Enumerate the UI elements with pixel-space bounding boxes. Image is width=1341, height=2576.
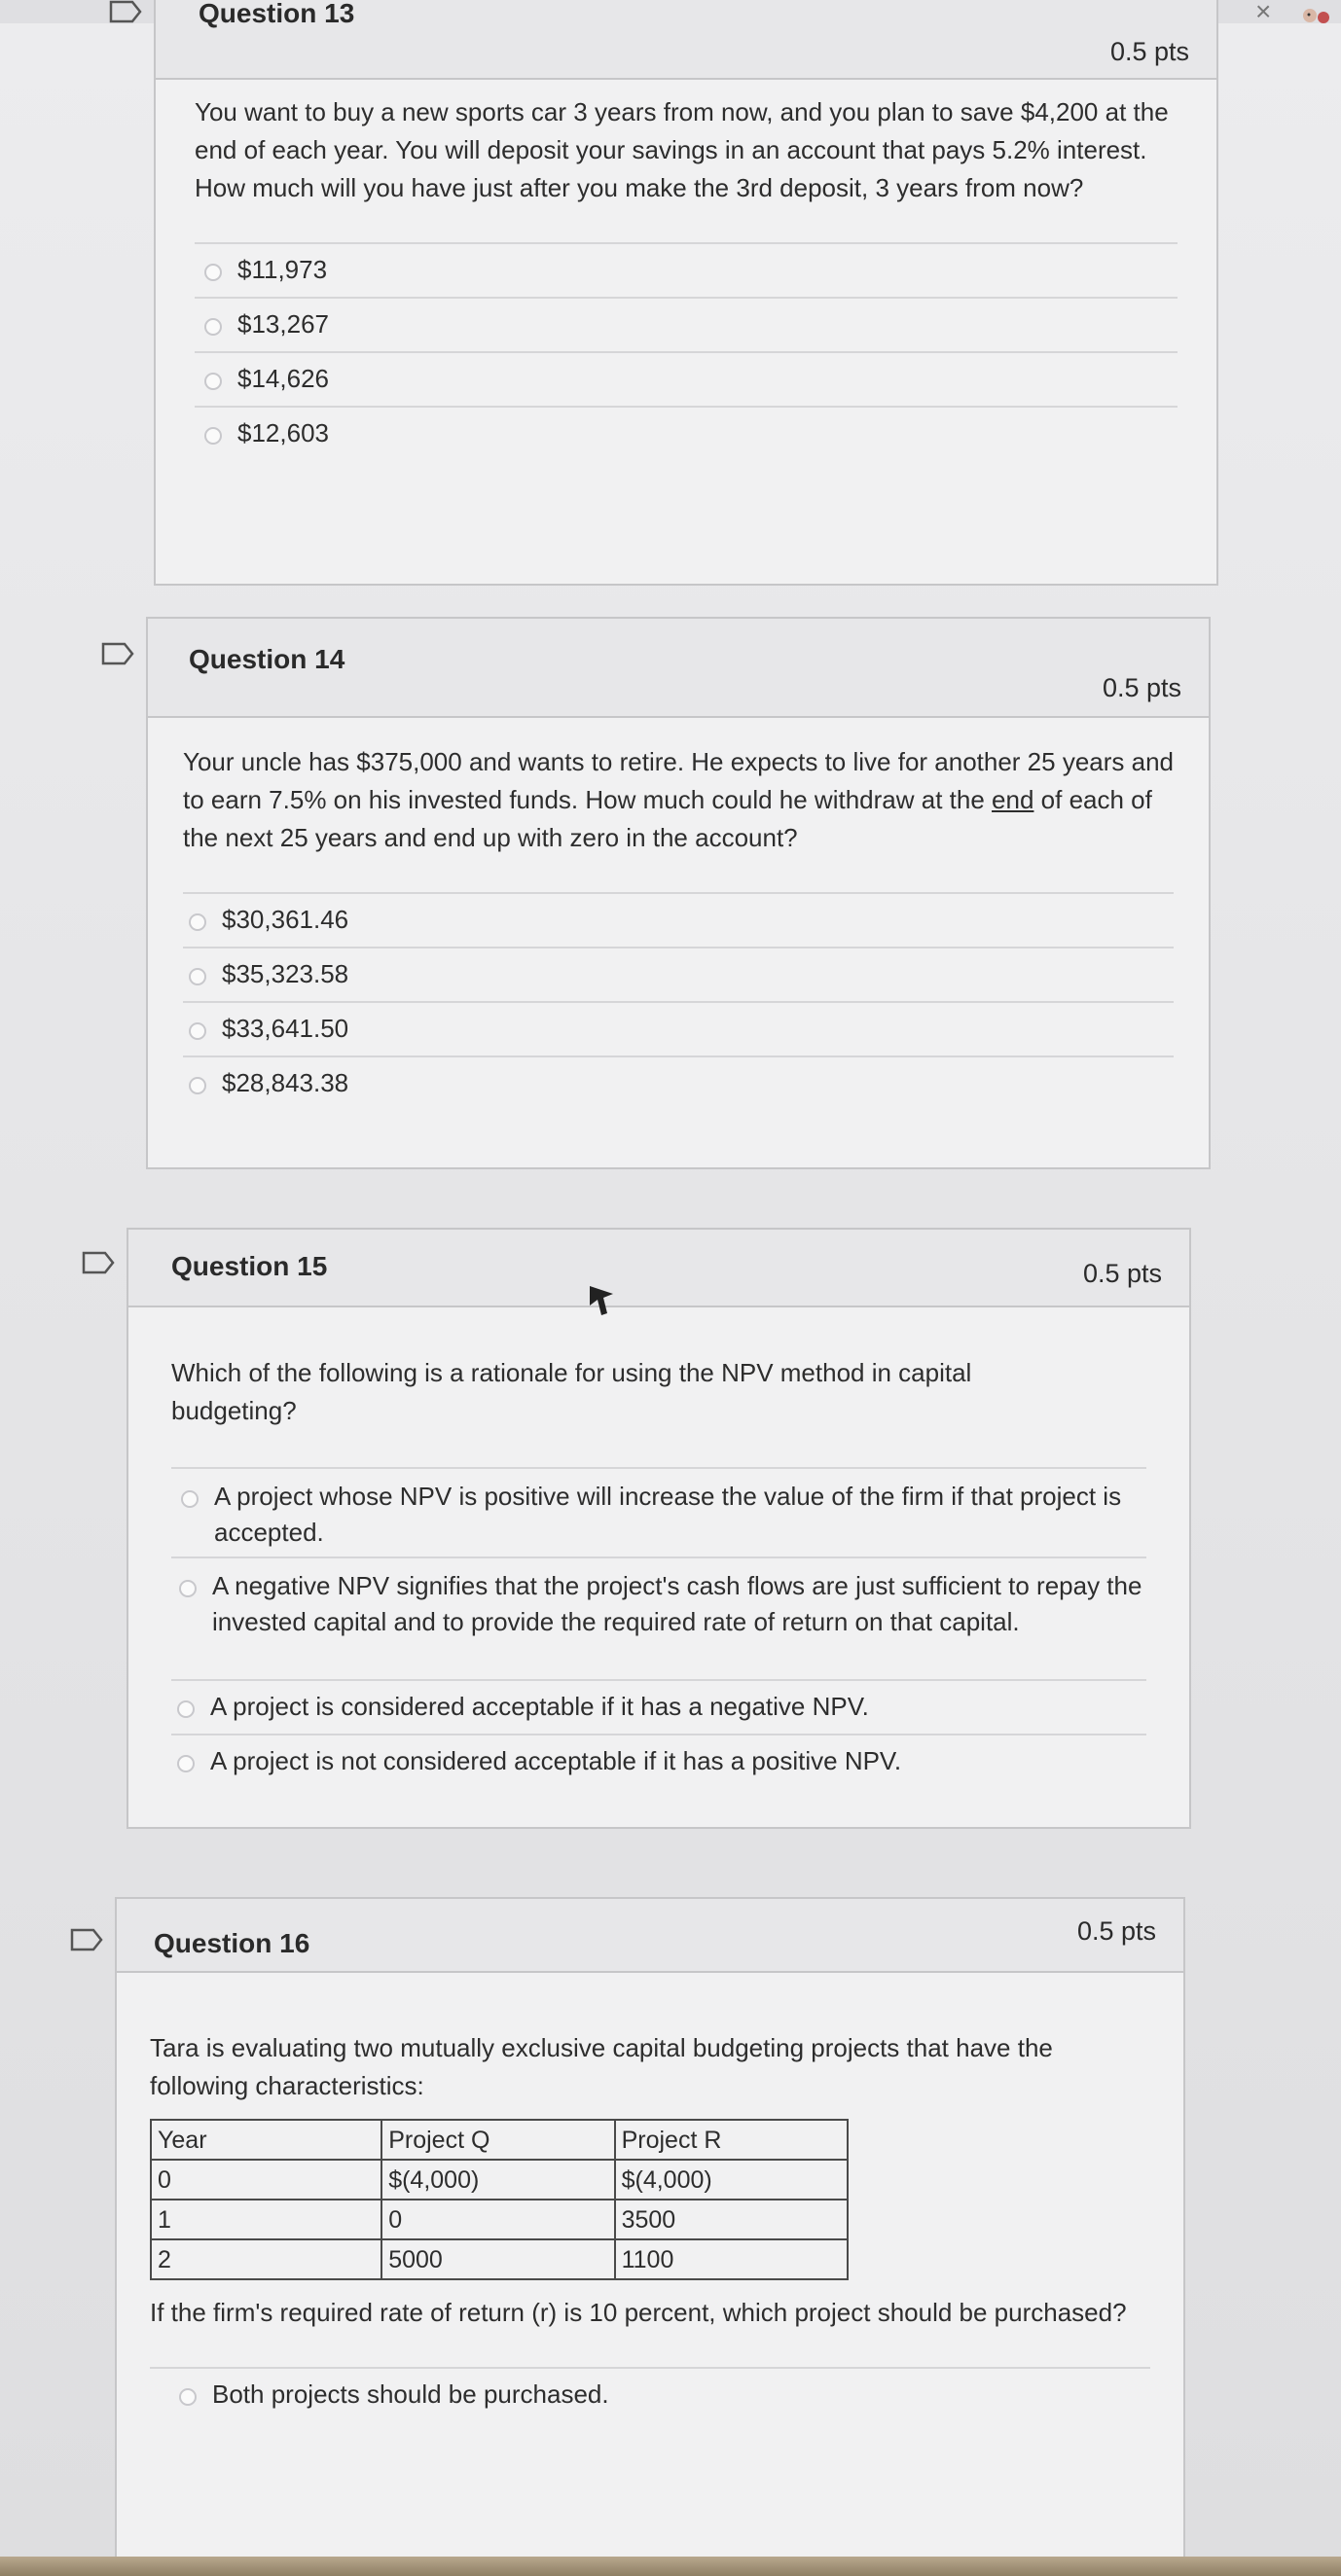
answer-option[interactable]: [195, 353, 1178, 408]
table-row: [151, 2239, 848, 2279]
table-header-cell: Project Q: [381, 2120, 614, 2160]
cash-flow-table: [150, 2119, 849, 2280]
question-16-header: [117, 1899, 1183, 1973]
answer-option[interactable]: [183, 1003, 1174, 1057]
question-14-body: [148, 718, 1209, 1112]
close-icon[interactable]: ×: [1255, 0, 1272, 26]
question-14-text: [183, 743, 1176, 857]
table-cell: 3500: [615, 2200, 848, 2239]
answer-option[interactable]: [171, 1558, 1146, 1681]
table-cell: 2: [151, 2239, 381, 2279]
table-cell: 0: [151, 2160, 381, 2200]
table-header-row: [151, 2120, 848, 2160]
question-16-points: 0.5 pts: [1076, 1916, 1156, 1946]
question-16-text: Tara is evaluating two mutually exclusive capital budgeting projects that have the following characteristics:: [150, 2033, 1053, 2100]
question-14-text-after: of each of the next 25 years and end up with zero in the account?: [183, 785, 1152, 852]
answer-option[interactable]: [171, 1681, 1146, 1735]
answer-label: $28,843.38: [222, 1068, 349, 1097]
question-14: [146, 617, 1211, 1169]
radio-button[interactable]: [189, 913, 206, 931]
answer-option[interactable]: [195, 244, 1178, 299]
table-cell: 1100: [615, 2239, 848, 2279]
question-13-points: 0.5 pts: [1109, 37, 1189, 66]
question-16-text-2: If the firm's required rate of return (r) is 10 percent, which project should be purchased?: [150, 2298, 1127, 2327]
radio-button[interactable]: [204, 373, 222, 390]
question-15-points: 0.5 pts: [1082, 1259, 1162, 1288]
question-15-body: [128, 1307, 1189, 1790]
flag-question-icon[interactable]: [70, 1928, 105, 1951]
answer-option[interactable]: [150, 2369, 1150, 2423]
answer-option[interactable]: [171, 1735, 1146, 1790]
table-cell: 1: [151, 2200, 381, 2239]
answer-label: $13,267: [237, 309, 329, 339]
flag-question-icon[interactable]: [109, 0, 144, 23]
question-13-text: You want to buy a new sports car 3 years from now, and you plan to save $4,200 at the end of each year. You will deposit your savings in an account that pays 5.2% interest. How much will you have just after you make the 3rd deposit, 3 years from now?: [195, 97, 1169, 202]
radio-button[interactable]: [177, 1755, 195, 1772]
question-13-body: [156, 80, 1216, 462]
table-cell: $(4,000): [615, 2160, 848, 2200]
question-16-title: Question 16: [154, 1928, 310, 1958]
table-cell: 0: [381, 2200, 614, 2239]
radio-button[interactable]: [179, 2388, 197, 2406]
radio-button[interactable]: [181, 1490, 199, 1508]
question-15-text: Which of the following is a rationale for using the NPV method in capital budgeting?: [171, 1358, 972, 1425]
answer-label: $35,323.58: [222, 959, 349, 988]
question-14-title: Question 14: [189, 644, 345, 674]
answer-option[interactable]: [183, 1057, 1174, 1112]
question-13-header: [156, 0, 1216, 80]
question-14-text-underlined: end: [992, 785, 1034, 814]
question-15: [127, 1228, 1191, 1829]
table-row: [151, 2160, 848, 2200]
answer-option[interactable]: [195, 408, 1178, 462]
radio-button[interactable]: [204, 264, 222, 281]
table-cell: $(4,000): [381, 2160, 614, 2200]
answer-option[interactable]: [183, 948, 1174, 1003]
answer-label: A project whose NPV is positive will increase the value of the firm if that project is accepted.: [214, 1482, 1122, 1547]
question-16-body: [117, 1973, 1183, 2423]
table-header-cell: Project R: [615, 2120, 848, 2160]
answer-label: $12,603: [237, 418, 329, 447]
radio-button[interactable]: [179, 1580, 197, 1597]
table-cell: 5000: [381, 2239, 614, 2279]
question-15-header: [128, 1230, 1189, 1307]
question-15-title: Question 15: [171, 1251, 328, 1281]
answer-label: A project is not considered acceptable if it has a positive NPV.: [210, 1746, 902, 1775]
table-header-cell: Year: [151, 2120, 381, 2160]
answer-label: A project is considered acceptable if it has a negative NPV.: [210, 1692, 869, 1721]
answer-label: A negative NPV signifies that the project's cash flows are just sufficient to repay the invested capital and to provide the required rate of return on that capital.: [212, 1571, 1142, 1636]
question-13: [154, 0, 1218, 586]
mascot-logo-icon: [1300, 6, 1333, 27]
radio-button[interactable]: [204, 318, 222, 336]
answer-label: Both projects should be purchased.: [212, 2379, 609, 2409]
question-14-points: 0.5 pts: [1102, 673, 1181, 702]
answer-option[interactable]: [171, 1469, 1146, 1558]
radio-button[interactable]: [189, 968, 206, 985]
question-16: [115, 1897, 1185, 2576]
question-13-title: Question 13: [199, 0, 355, 28]
answer-label: $11,973: [237, 255, 328, 284]
table-row: [151, 2200, 848, 2239]
question-14-header: [148, 619, 1209, 718]
radio-button[interactable]: [189, 1077, 206, 1094]
flag-question-icon[interactable]: [82, 1251, 117, 1274]
radio-button[interactable]: [189, 1022, 206, 1040]
question-14-text-before: Your uncle has $375,000 and wants to retire. He expects to live for another 25 years and to earn 7.5% on his invested funds. How much could he withdraw at the: [183, 747, 1175, 814]
flag-question-icon[interactable]: [101, 642, 136, 665]
desk-edge: [0, 2557, 1341, 2576]
answer-option[interactable]: [183, 894, 1174, 948]
answer-label: $30,361.46: [222, 905, 349, 934]
answer-label: $33,641.50: [222, 1014, 349, 1043]
answer-label: $14,626: [237, 364, 329, 393]
radio-button[interactable]: [204, 427, 222, 445]
radio-button[interactable]: [177, 1700, 195, 1718]
answer-option[interactable]: [195, 299, 1178, 353]
